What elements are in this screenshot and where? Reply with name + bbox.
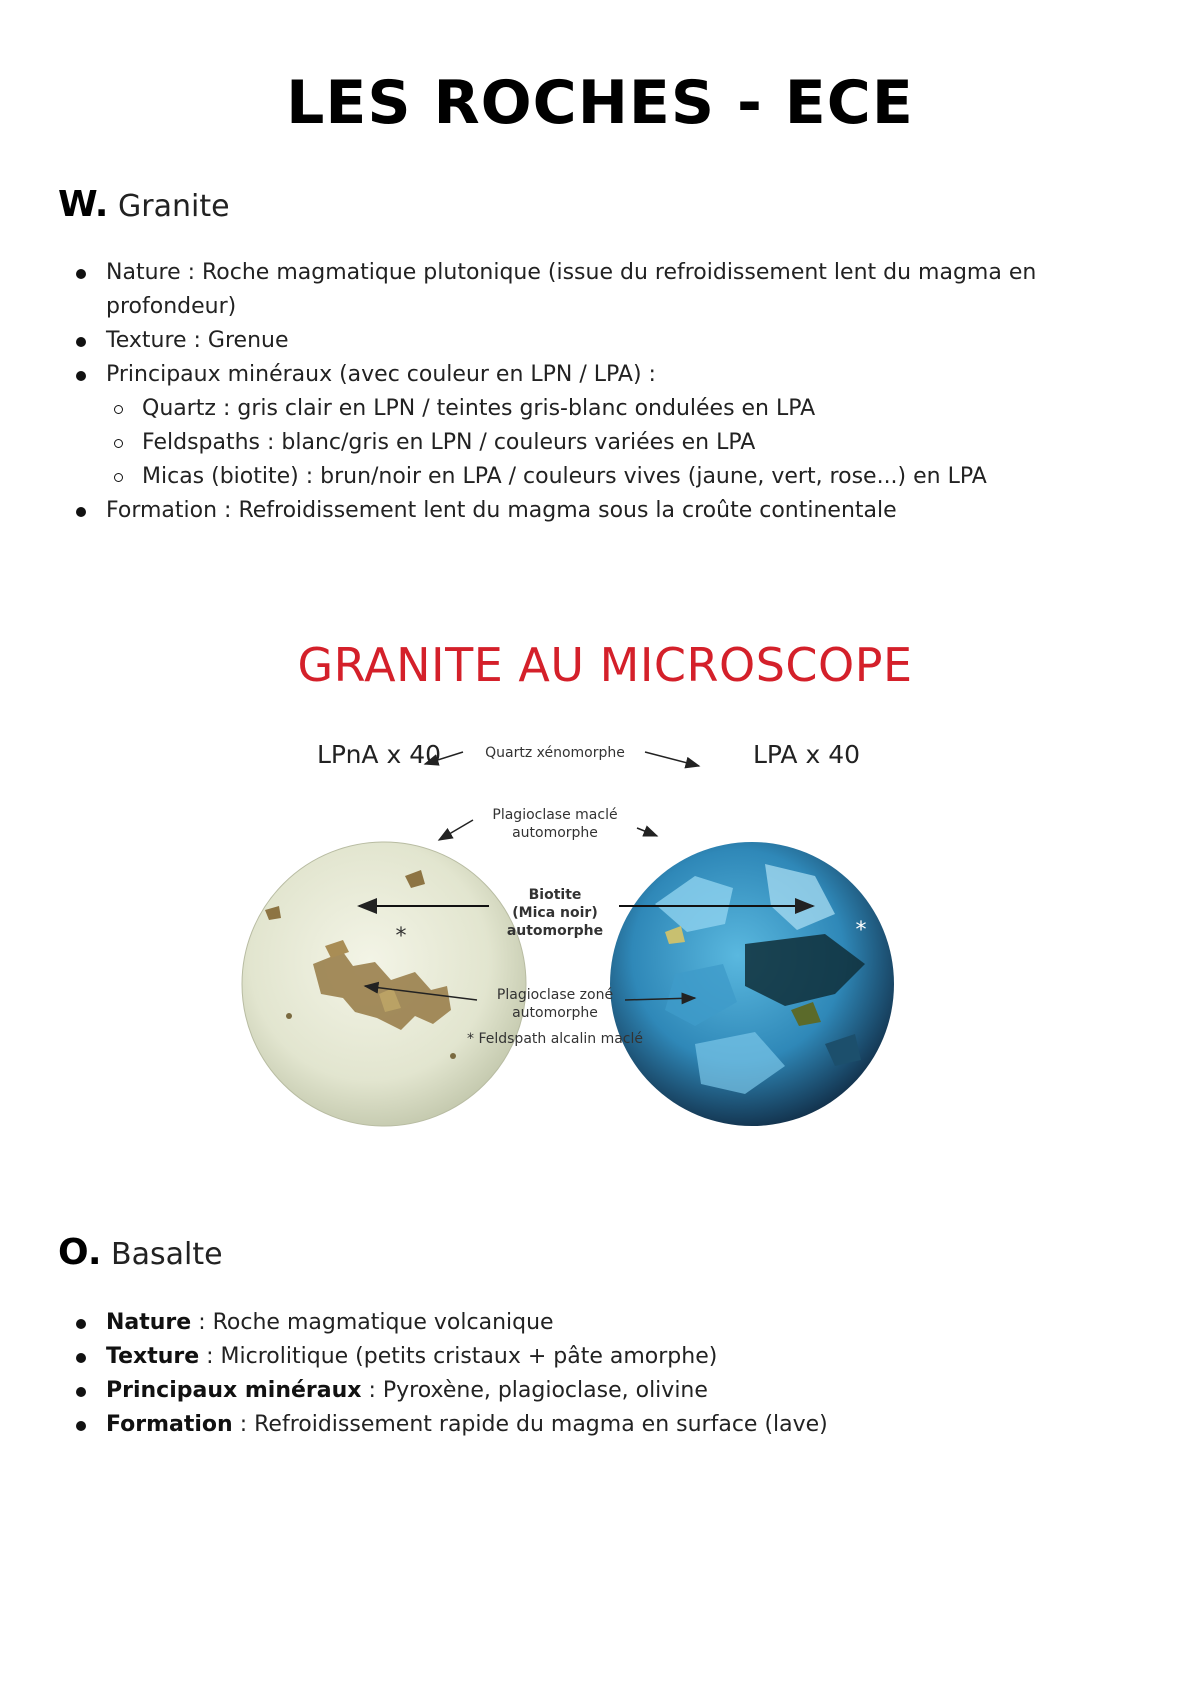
label-line: Biotite: [528, 887, 582, 903]
list-item-label: Principaux minéraux: [106, 1378, 362, 1403]
list-item: [72, 1408, 1132, 1442]
list-item-label: Texture: [106, 1344, 200, 1369]
list-item: [72, 1340, 1132, 1374]
micrograph-lpna: [242, 842, 526, 1126]
label-line: (Mica noir): [512, 905, 598, 921]
figure-label-lpna: LPnA x 40: [317, 740, 442, 769]
label-line: Plagioclase maclé: [492, 807, 618, 823]
micrograph-drawing: [225, 614, 985, 1154]
section-letter: W.: [58, 184, 109, 225]
label-star-right: *: [855, 918, 867, 943]
page-title: LES ROCHES - ECE: [286, 68, 914, 138]
list-item: Texture : Grenue: [72, 324, 1132, 358]
label-feldspath: * Feldspath alcalin maclé: [467, 1031, 643, 1047]
sub-list-item: Feldspaths : blanc/gris en LPN / couleurs variées en LPA: [106, 426, 1132, 460]
list-item-text: : Microlitique (petits cristaux + pâte amorphe): [199, 1344, 718, 1369]
micrograph-lpa: [610, 842, 894, 1126]
sub-list-item: Micas (biotite) : brun/noir en LPA / couleurs vives (jaune, vert, rose...) en LPA: [106, 460, 1132, 494]
section-title: Basalte: [111, 1237, 223, 1272]
label-plagioclase-macle: [455, 806, 655, 842]
granite-list: [72, 256, 1132, 528]
list-item: [72, 358, 1132, 494]
list-item-label: Formation: [106, 1412, 233, 1437]
list-item-text: : Refroidissement rapide du magma en surface (lave): [232, 1412, 828, 1437]
label-plagioclase-zone: [455, 986, 655, 1022]
label-line: automorphe: [512, 1005, 598, 1021]
list-item: [72, 1306, 1132, 1340]
label-line: automorphe: [506, 923, 604, 939]
section-letter: O.: [58, 1232, 102, 1273]
list-item-label: Nature: [106, 1310, 192, 1335]
section-title: Granite: [118, 189, 230, 224]
list-item-text: Principaux minéraux (avec couleur en LPN / LPA) :: [106, 362, 656, 387]
list-item-text: : Roche magmatique volcanique: [191, 1310, 554, 1335]
label-line: automorphe: [512, 825, 598, 841]
figure-label-lpa: LPA x 40: [753, 740, 861, 769]
section-heading-basalte: [58, 1232, 223, 1273]
label-line: Plagioclase zoné: [496, 987, 614, 1003]
list-item: Nature : Roche magmatique plutonique (issue du refroidissement lent du magma en profondeur): [72, 256, 1132, 324]
list-item-text: : Pyroxène, plagioclase, olivine: [361, 1378, 708, 1403]
label-star-left: *: [395, 924, 407, 949]
label-quartz: Quartz xénomorphe: [485, 745, 625, 761]
section-heading-granite: [58, 184, 230, 225]
sub-list-item: Quartz : gris clair en LPN / teintes gris-blanc ondulées en LPA: [106, 392, 1132, 426]
list-item: [72, 1374, 1132, 1408]
granite-microscope-figure: [225, 614, 985, 1154]
list-item: Formation : Refroidissement lent du magma sous la croûte continentale: [72, 494, 1132, 528]
basalte-list: [72, 1306, 1132, 1442]
label-biotite: [455, 886, 655, 940]
figure-title: GRANITE AU MICROSCOPE: [297, 638, 913, 692]
minerals-sublist: [106, 392, 1132, 494]
